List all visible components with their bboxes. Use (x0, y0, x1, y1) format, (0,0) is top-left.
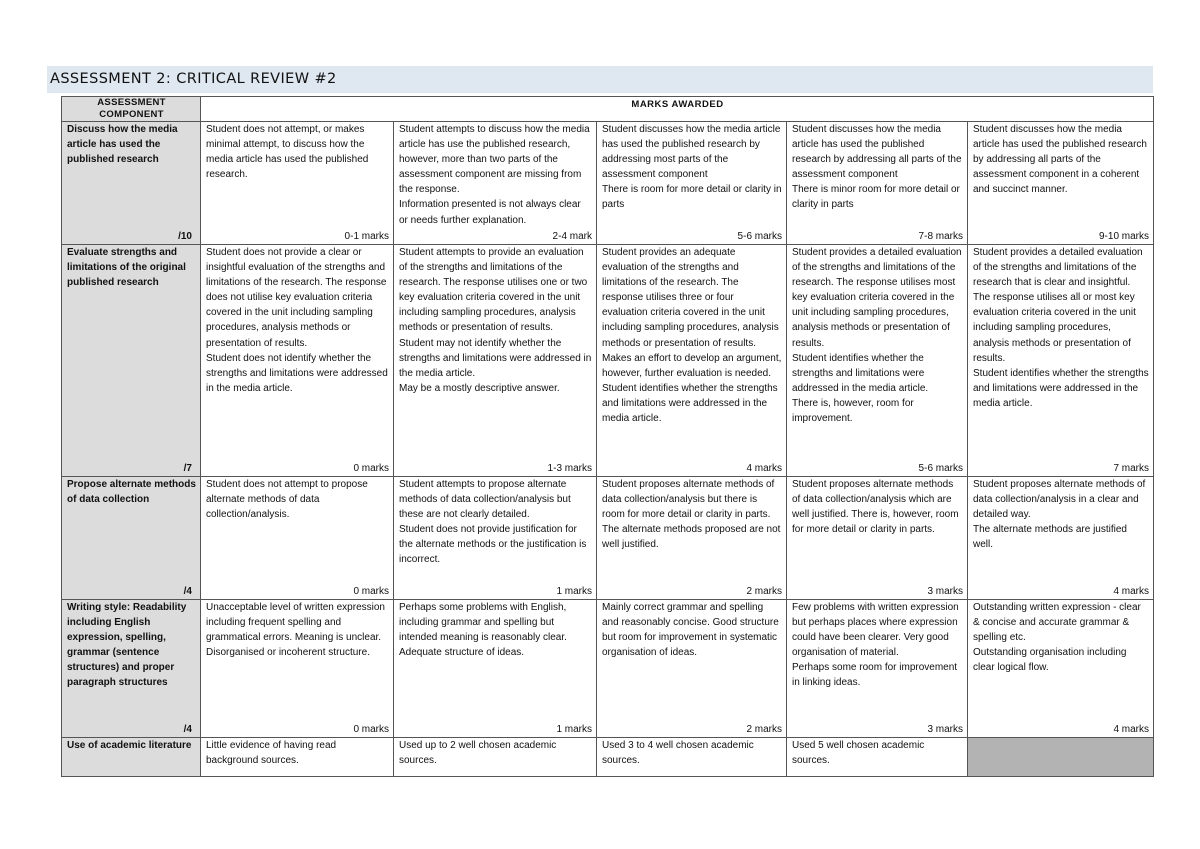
criterion-cell (787, 477, 968, 600)
criterion-marks: 1 marks (556, 585, 592, 597)
criterion-cell (597, 245, 787, 477)
criterion-text: Student proposes alternate methods of data collection/analysis but there is room for more detail or clarity in parts. The alternate methods proposed are not well justified. (602, 479, 781, 551)
criterion-cell (201, 738, 394, 777)
criterion-marks: 3 marks (927, 723, 963, 735)
criterion-marks: 2-4 mark (552, 230, 592, 242)
criterion-text: Student discusses how the media article has used the published research by addressing all parts of the assessment component in a coherent and succinct manner. (973, 124, 1147, 196)
component-label: Use of academic literature (67, 740, 192, 751)
component-max-mark: /4 (183, 585, 192, 597)
component-max-mark: /7 (183, 462, 192, 474)
criterion-marks: 4 marks (1113, 723, 1149, 735)
criterion-marks: 3 marks (927, 585, 963, 597)
criterion-marks: 0 marks (353, 723, 389, 735)
criterion-text: Used up to 2 well chosen academic sources. (399, 740, 557, 767)
criterion-cell (597, 600, 787, 738)
criterion-cell (201, 122, 394, 245)
criterion-text: Student proposes alternate methods of data collection/analysis in a clear and detailed way. The alternate methods are justified well. (973, 479, 1146, 551)
criterion-marks: 7-8 marks (918, 230, 963, 242)
criterion-cell (787, 738, 968, 777)
criterion-text: Outstanding written expression - clear & concise and accurate grammar & spelling etc. Outstanding organisation including clear logical flow. (973, 602, 1141, 674)
criterion-text: Perhaps some problems with English, including grammar and spelling but intended meaning is reasonably clear. Adequate structure of ideas. (399, 602, 567, 659)
criterion-cell (787, 245, 968, 477)
criterion-text: Unacceptable level of written expression including frequent spelling and grammatical errors. Meaning is unclear. Disorganised or incoherent structure. (206, 602, 385, 659)
criterion-marks: 2 marks (746, 723, 782, 735)
component-cell (62, 245, 201, 477)
criterion-marks: 7 marks (1113, 462, 1149, 474)
criterion-cell (968, 245, 1154, 477)
criterion-cell (787, 600, 968, 738)
rubric-table (61, 96, 1154, 777)
criterion-text: Student proposes alternate methods of data collection/analysis which are well justified. There is, however, room for more detail or clarity in parts. (792, 479, 959, 536)
criterion-text: Little evidence of having read background sources. (206, 740, 337, 767)
component-cell (62, 122, 201, 245)
criterion-cell (394, 477, 597, 600)
criterion-cell (394, 122, 597, 245)
criterion-marks: 5-6 marks (737, 230, 782, 242)
criterion-text: Student discusses how the media article has used the published research by addressing most parts of the assessment component There is room for more detail or clarity in parts (602, 124, 782, 211)
criterion-cell (201, 245, 394, 477)
criterion-marks: 0 marks (353, 462, 389, 474)
component-cell (62, 600, 201, 738)
criterion-cell (201, 477, 394, 600)
criterion-cell (597, 122, 787, 245)
criterion-cell (597, 477, 787, 600)
criterion-cell (968, 477, 1154, 600)
criterion-marks: 5-6 marks (918, 462, 963, 474)
component-cell (62, 477, 201, 600)
page-title: ASSESSMENT 2: CRITICAL REVIEW #2 (50, 71, 337, 87)
criterion-marks: 9-10 marks (1098, 230, 1149, 242)
criterion-cell (394, 600, 597, 738)
empty-cell (968, 738, 1154, 777)
criterion-cell (968, 122, 1154, 245)
table-row (62, 245, 1154, 477)
criterion-text: Student provides a detailed evaluation of the strengths and limitations of the research that is clear and insightful. The response utilises all or most key evaluation criteria covered in the unit including sampling procedures, analysis methods or presentation of results. Student identifies whether the strengths and limitations were addressed in the media article. (973, 247, 1149, 409)
criterion-marks: 2 marks (746, 585, 782, 597)
criterion-marks: 4 marks (746, 462, 782, 474)
criterion-text: Student does not provide a clear or insightful evaluation of the strengths and limitations of the research. The response does not utilise key evaluation criteria covered in the unit including sampling procedures, analysis methods or presentation of results. Student does not identify whether the strengths and limitations were addressed in the media article. (206, 247, 388, 394)
title-bar (47, 66, 1153, 93)
table-row (62, 122, 1154, 245)
header-assessment-component: ASSESSMENT COMPONENT (62, 97, 201, 122)
component-label: Writing style: Readability including English expression, spelling, grammar (sentence structures) and proper paragraph structures (67, 602, 187, 689)
criterion-marks: 0 marks (353, 585, 389, 597)
table-row (62, 738, 1154, 777)
header-marks-awarded: MARKS AWARDED (201, 97, 1154, 122)
criterion-cell (394, 738, 597, 777)
component-label: Evaluate strengths and limitations of the original published research (67, 247, 186, 289)
criterion-cell (201, 600, 394, 738)
criterion-cell (394, 245, 597, 477)
criterion-cell (787, 122, 968, 245)
criterion-text: Student attempts to discuss how the media article has use the published research, however, more than two parts of the assessment component are missing from the response. Information presented is not always clear or needs further explanation. (399, 124, 590, 226)
table-row (62, 600, 1154, 738)
criterion-marks: 1 marks (556, 723, 592, 735)
criterion-cell (968, 600, 1154, 738)
table-row (62, 477, 1154, 600)
component-max-mark: /4 (183, 723, 192, 735)
header-row (62, 97, 1154, 122)
criterion-text: Student discusses how the media article has used the published research by addressing all parts of the assessment component There is minor room for more detail or clarity in parts (792, 124, 962, 211)
component-label: Propose alternate methods of data collection (67, 479, 196, 506)
component-cell (62, 738, 201, 777)
criterion-text: Used 3 to 4 well chosen academic sources. (602, 740, 754, 767)
criterion-text: Student does not attempt, or makes minimal attempt, to discuss how the media article has used the published research. (206, 124, 369, 181)
criterion-marks: 0-1 marks (344, 230, 389, 242)
criterion-text: Student provides an adequate evaluation of the strengths and limitations of the research. The response utilises three or four evaluation criteria covered in the unit including sampling procedures, analysis methods or presentation of results. Makes an effort to develop an argument, however, further evaluation is needed. Student identifies whether the strengths and limitations were addressed in the media article. (602, 247, 782, 425)
criterion-text: Student provides a detailed evaluation of the strengths and limitations of the research. The response utilises most key evaluation criteria covered in the unit including sampling procedures, analysis methods or presentation of results. Student identifies whether the strengths and limitations were addressed in the media article. There is, however, room for improvement. (792, 247, 962, 425)
criterion-text: Student attempts to provide an evaluation of the strengths and limitations of the research. The response utilises one or two key evaluation criteria covered in the unit including sampling procedures, analysis methods or presentation of results. Student may not identify whether the strengths and limitations were addressed in the media article. May be a mostly descriptive answer. (399, 247, 592, 394)
criterion-marks: 1-3 marks (547, 462, 592, 474)
criterion-text: Student does not attempt to propose alternate methods of data collection/analysis. (206, 479, 368, 521)
criterion-text: Few problems with written expression but perhaps places where expression could have been clearer. Very good organisation of material. Perhaps some room for improvement in linking ideas. (792, 602, 959, 689)
criterion-cell (597, 738, 787, 777)
component-label: Discuss how the media article has used the published research (67, 124, 178, 166)
component-max-mark: /10 (178, 230, 192, 242)
criterion-text: Used 5 well chosen academic sources. (792, 740, 925, 767)
criterion-text: Mainly correct grammar and spelling and reasonably concise. Good structure but room for improvement in systematic organisation of ideas. (602, 602, 779, 659)
criterion-text: Student attempts to propose alternate methods of data collection/analysis but these are not clearly detailed. Student does not provide justification for the alternate methods or the justification is incorrect. (399, 479, 587, 566)
criterion-marks: 4 marks (1113, 585, 1149, 597)
